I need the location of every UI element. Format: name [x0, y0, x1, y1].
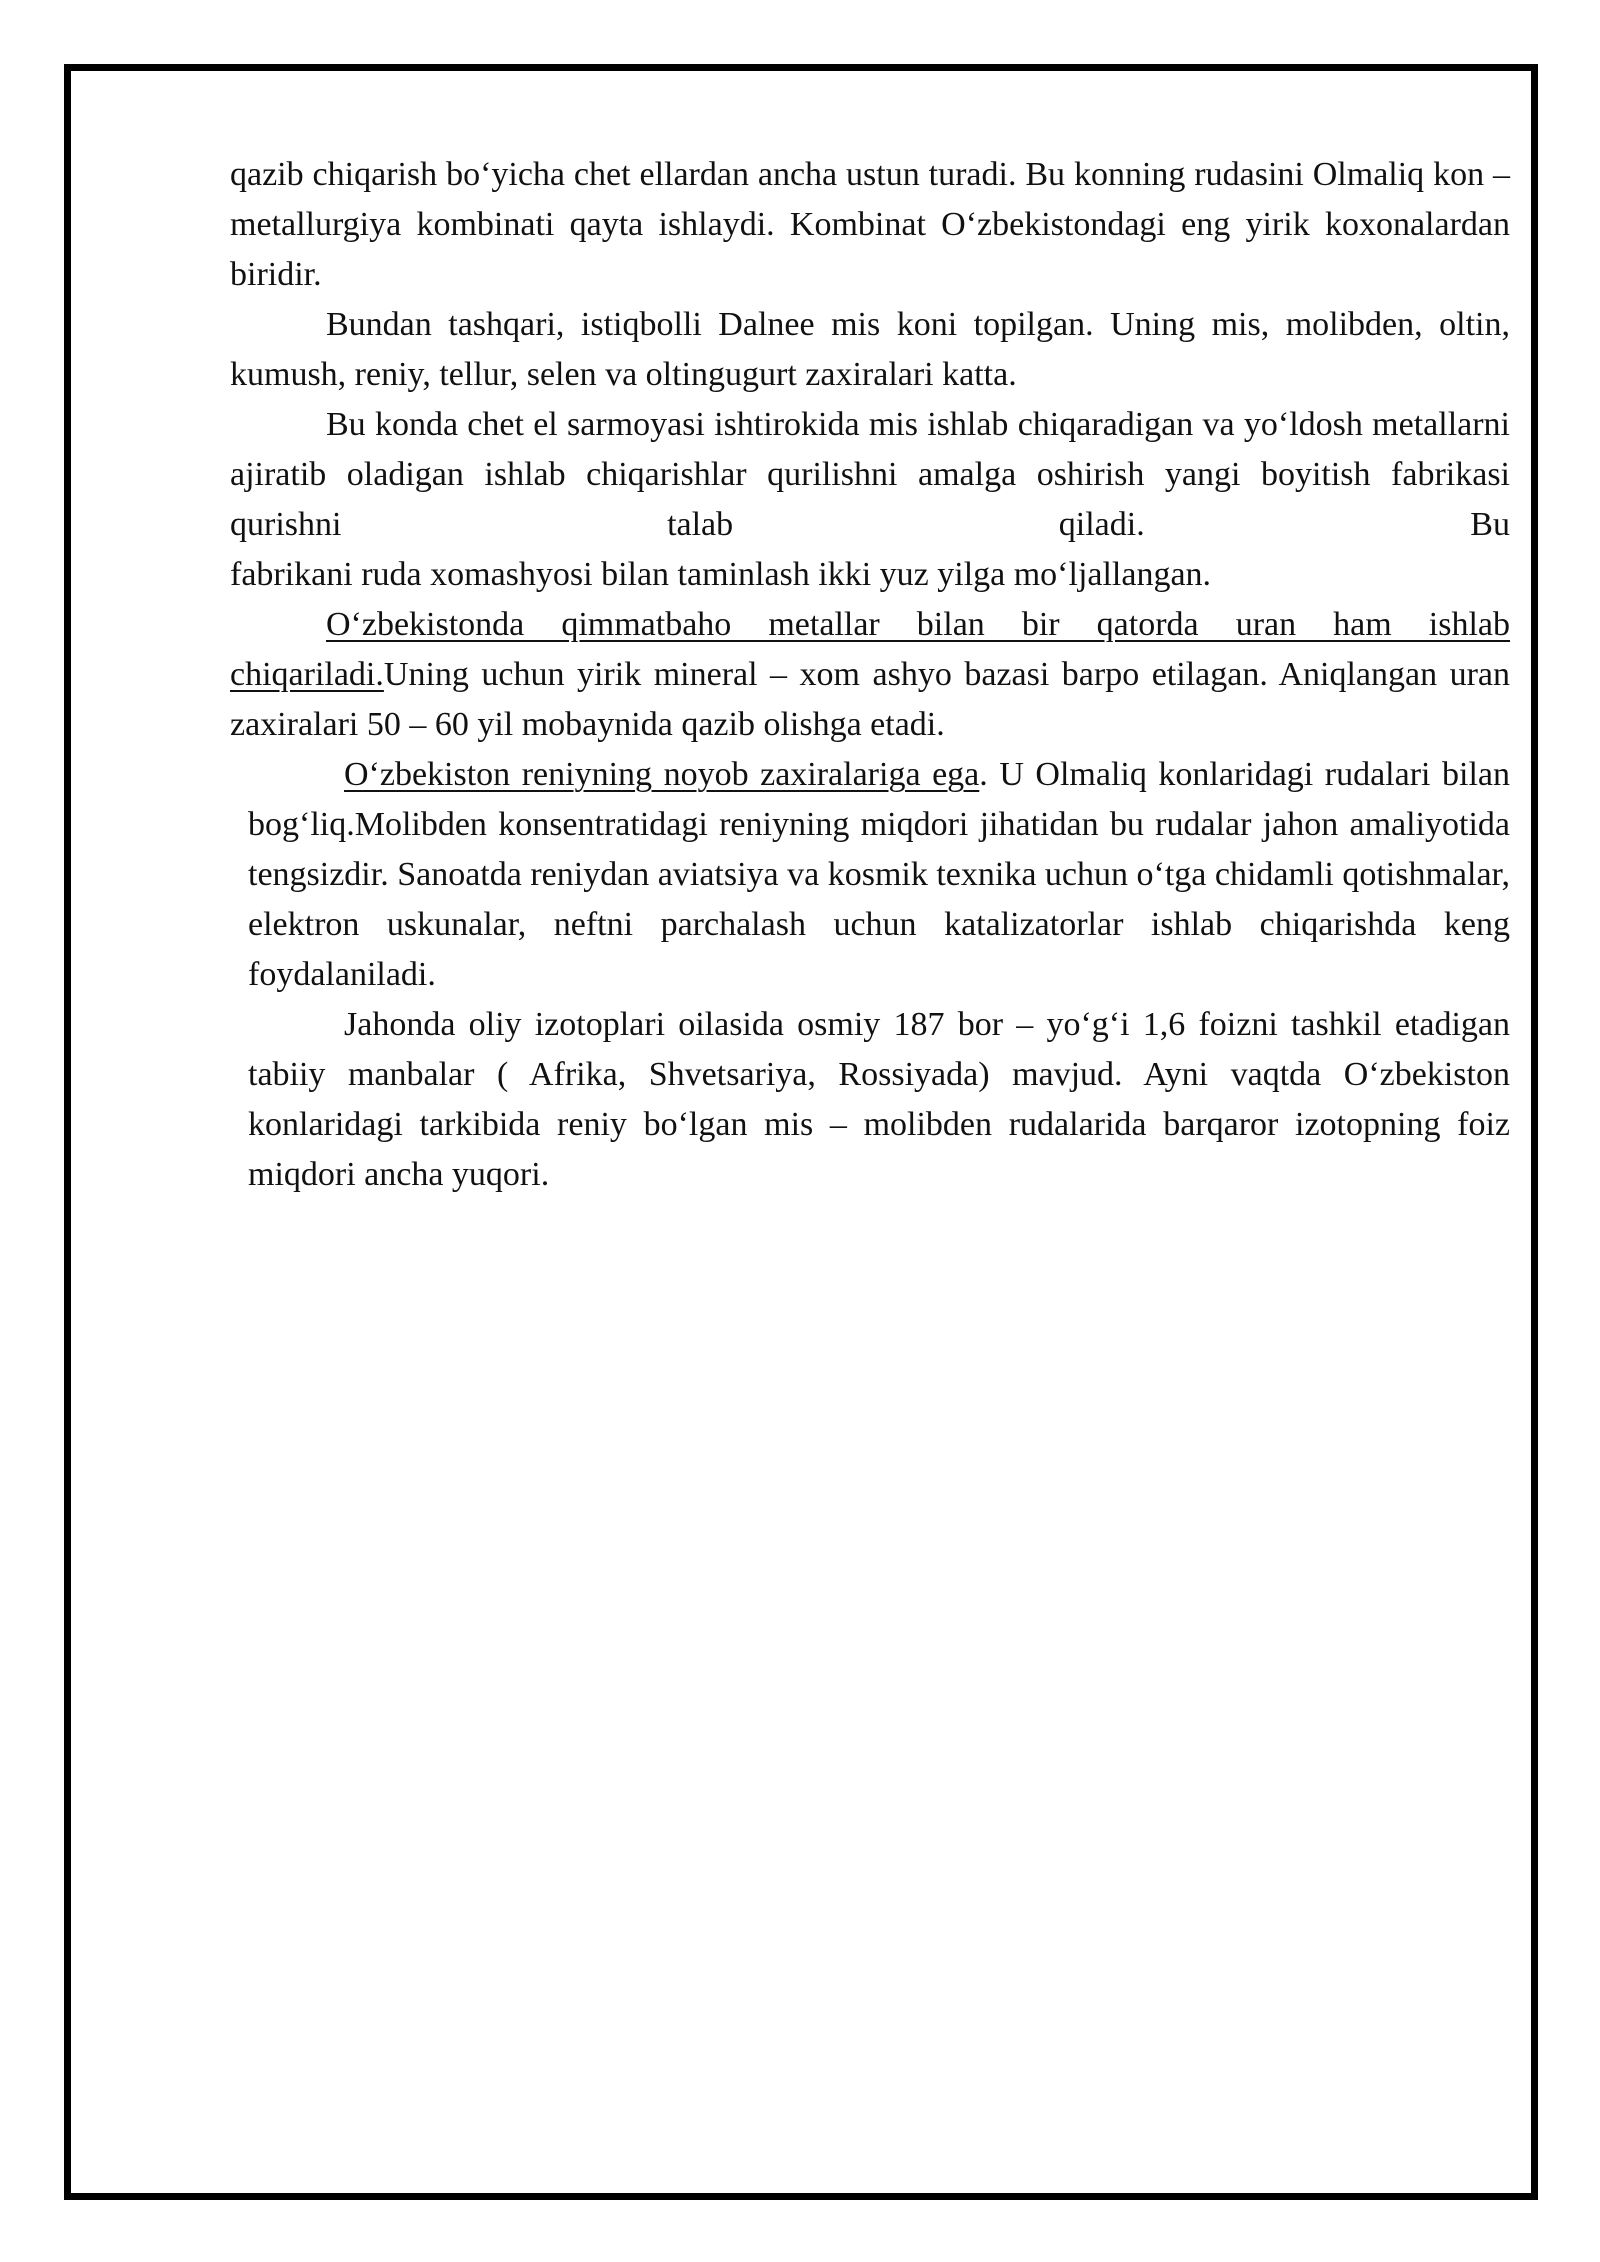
paragraph-7: Jahonda oliy izotoplari oilasida osmiy 187 bor – yo‘g‘i 1,6 foizni tashkil etadigan tabiiy manbalar ( Afrika, Shvetsariya, Rossiyada) mavjud. Ayni vaqtda O‘zbekiston konlaridagi tarkibida reniy bo‘lgan mis – molibden rudalarida barqaror izotopning foiz miqdori ancha yuqori.	[248, 1006, 1510, 1193]
paragraph-6	[248, 750, 1510, 1000]
underlined-text: O‘zbekiston reniyning noyob zaxiralariga ega	[344, 756, 980, 793]
paragraph-3: Bu konda chet el sarmoyasi ishtirokida mis ishlab chiqaradigan va yo‘ldosh metallarni ajiratib oladigan ishlab chiqarishlar qurilishni amalga oshirish yangi boyitish fabrikasi qurishni talab qiladi. Bu	[230, 406, 1510, 543]
paragraph-4: fabrikani ruda xomashyosi bilan taminlash ikki yuz yilga mo‘ljallangan.	[230, 556, 1212, 593]
paragraph-6-text: . U Olmaliq konlaridagi rudalari bilan bog‘liq.Molibden konsentratidagi reniyning miqdori jihatidan bu rudalar jahon amaliyotida tengsizdir. Sanoatda reniydan aviatsiya va kosmik texnika uchun o‘tga chidamli qotishmalar, elektron uskunalar, neftni parchalash uchun katalizatorlar ishlab chiqarishda keng foydalaniladi.	[248, 756, 1511, 993]
paragraph-5-text: Uning uchun yirik mineral – xom ashyo bazasi barpo etilagan. Aniqlangan uran zaxiralari 50 – 60 yil mobaynida qazib olishga etadi.	[230, 656, 1510, 743]
paragraph-5	[230, 600, 1510, 750]
document-body	[230, 150, 1510, 1200]
underlined-text: O‘zbekistonda qimmatbaho metallar bilan bir qatorda uran ham ishlab chiqariladi.	[230, 606, 1510, 693]
paragraph-1: qazib chiqarish bo‘yicha chet ellardan ancha ustun turadi. Bu konning rudasini Olmaliq kon – metallurgiya kombinati qayta ishlaydi. Kombinat O‘zbekistondagi eng yirik koxonalardan biridir.	[230, 156, 1510, 293]
paragraph-2: Bundan tashqari, istiqbolli Dalnee mis koni topilgan. Uning mis, molibden, oltin, kumush, reniy, tellur, selen va oltingugurt zaxiralari katta.	[230, 306, 1510, 393]
